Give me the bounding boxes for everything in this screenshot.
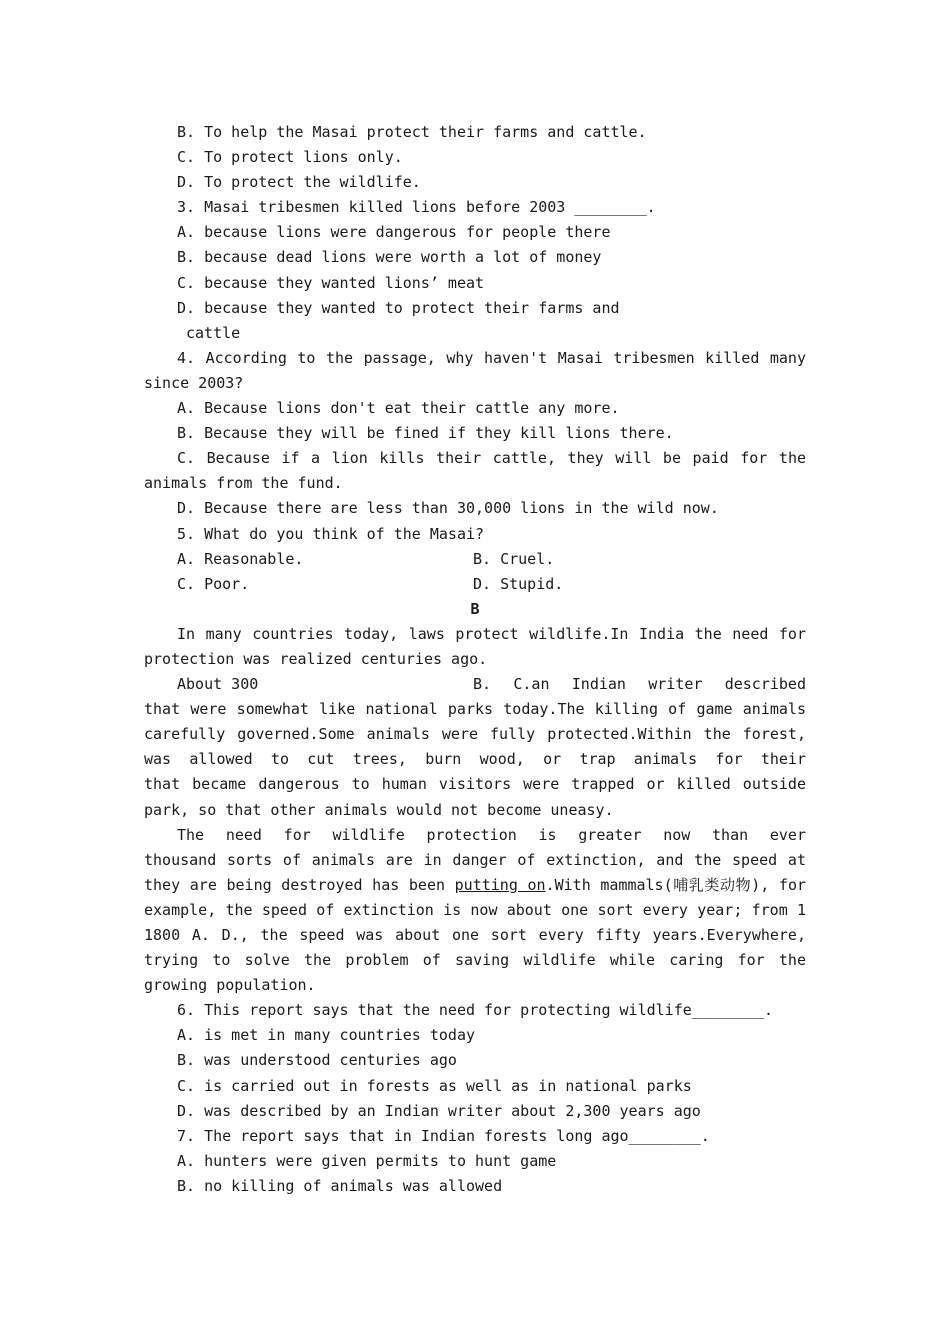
passage-p1-line-2: protection was realized centuries ago.	[144, 649, 488, 668]
passage-p3-line-1: The need for wildlife protection is greater now than ever	[177, 825, 806, 844]
passage-p3-line-6: trying to solve the problem of saving wildlife while caring for the	[144, 951, 806, 970]
q6-option-d: D. was described by an Indian writer about 2,300 years ago	[177, 1101, 701, 1120]
q3-option-c: C. because they wanted lions’ meat	[177, 273, 485, 292]
passage-p3-line-3	[144, 873, 806, 898]
q4-stem-continued: since 2003?	[144, 373, 244, 392]
q2-option-b: B. To help the Masai protect their farms and cattle.	[177, 123, 647, 141]
q7-option-b: B. no killing of animals was allowed	[177, 1176, 503, 1195]
passage-p2-line-2: that were somewhat like national parks today.The killing of game animals	[144, 700, 806, 719]
q4-option-c: C. Because if a lion kills their cattle, they will be paid for the	[177, 449, 806, 468]
passage-p2-line-6: park, so that other animals would not become uneasy.	[144, 800, 614, 819]
passage-p3-line-4: example, the speed of extinction is now about one sort every year; from 1	[144, 900, 806, 919]
q4-option-b: B. Because they will be fined if they kill lions there.	[177, 424, 674, 443]
q3-stem: 3. Masai tribesmen killed lions before 2003 ________.	[177, 198, 656, 217]
q5-option-a: A. Reasonable.	[177, 549, 304, 568]
q2-option-c: C. To protect lions only.	[177, 148, 403, 167]
passage-p3-line-3-start: they are being destroyed has been	[144, 875, 455, 894]
underlined-phrase: putting on	[454, 875, 546, 894]
q7-stem: 7. The report says that in Indian forests long ago________.	[177, 1126, 710, 1145]
passage-p3-line-7: growing population.	[144, 976, 316, 995]
q3-option-d-continued: cattle	[186, 323, 241, 342]
q6-option-c: C. is carried out in forests as well as in national parks	[177, 1076, 692, 1095]
q6-option-b: B. was understood centuries ago	[177, 1051, 457, 1070]
q5-option-d: D. Stupid.	[473, 574, 564, 593]
q2-option-d: D. To protect the wildlife.	[177, 173, 421, 192]
q4-option-d: D. Because there are less than 30,000 lions in the wild now.	[177, 499, 719, 518]
passage-p2-line-1	[144, 672, 806, 697]
q4-stem: 4. According to the passage, why haven't Masai tribesmen killed many	[177, 348, 806, 367]
q5-options-row-1	[144, 547, 806, 572]
q5-options-row-2	[144, 572, 806, 597]
q4-option-a: A. Because lions don't eat their cattle any more.	[177, 399, 620, 418]
q5-stem: 5. What do you think of the Masai?	[177, 524, 485, 543]
q4-option-c-continued: animals from the fund.	[144, 474, 343, 493]
section-b-heading: B	[470, 599, 480, 618]
q3-option-b: B. because dead lions were worth a lot of money	[177, 248, 602, 267]
passage-p2-line-1-end: B. C.an Indian writer described	[473, 675, 806, 694]
q3-option-d: D. because they wanted to protect their farms and	[177, 298, 620, 317]
passage-p3-line-5: 1800 A. D., the speed was about one sort every fifty years.Everywhere,	[144, 926, 806, 944]
passage-p2-line-5: that became dangerous to human visitors were trapped or killed outside	[144, 775, 806, 794]
document-body	[144, 120, 806, 1199]
passage-p2-line-1-start: About 300	[177, 675, 259, 694]
q3-option-a: A. because lions were dangerous for people there	[177, 223, 611, 242]
q7-option-a: A. hunters were given permits to hunt game	[177, 1151, 557, 1170]
passage-p2-line-3: carefully governed.Some animals were fully protected.Within the forest,	[144, 725, 806, 744]
passage-p3-line-3-end: .With mammals(哺乳类动物), for	[545, 875, 806, 894]
passage-p2-line-4: was allowed to cut trees, burn wood, or trap animals for their	[144, 750, 806, 769]
q5-option-c: C. Poor.	[177, 574, 250, 593]
q6-option-a: A. is met in many countries today	[177, 1026, 476, 1045]
passage-p3-line-2: thousand sorts of animals are in danger of extinction, and the speed at	[144, 850, 806, 869]
q5-option-b: B. Cruel.	[473, 549, 555, 568]
passage-p1-line-1: In many countries today, laws protect wildlife.In India the need for	[177, 624, 806, 643]
q6-stem: 6. This report says that the need for protecting wildlife________.	[177, 1001, 774, 1020]
